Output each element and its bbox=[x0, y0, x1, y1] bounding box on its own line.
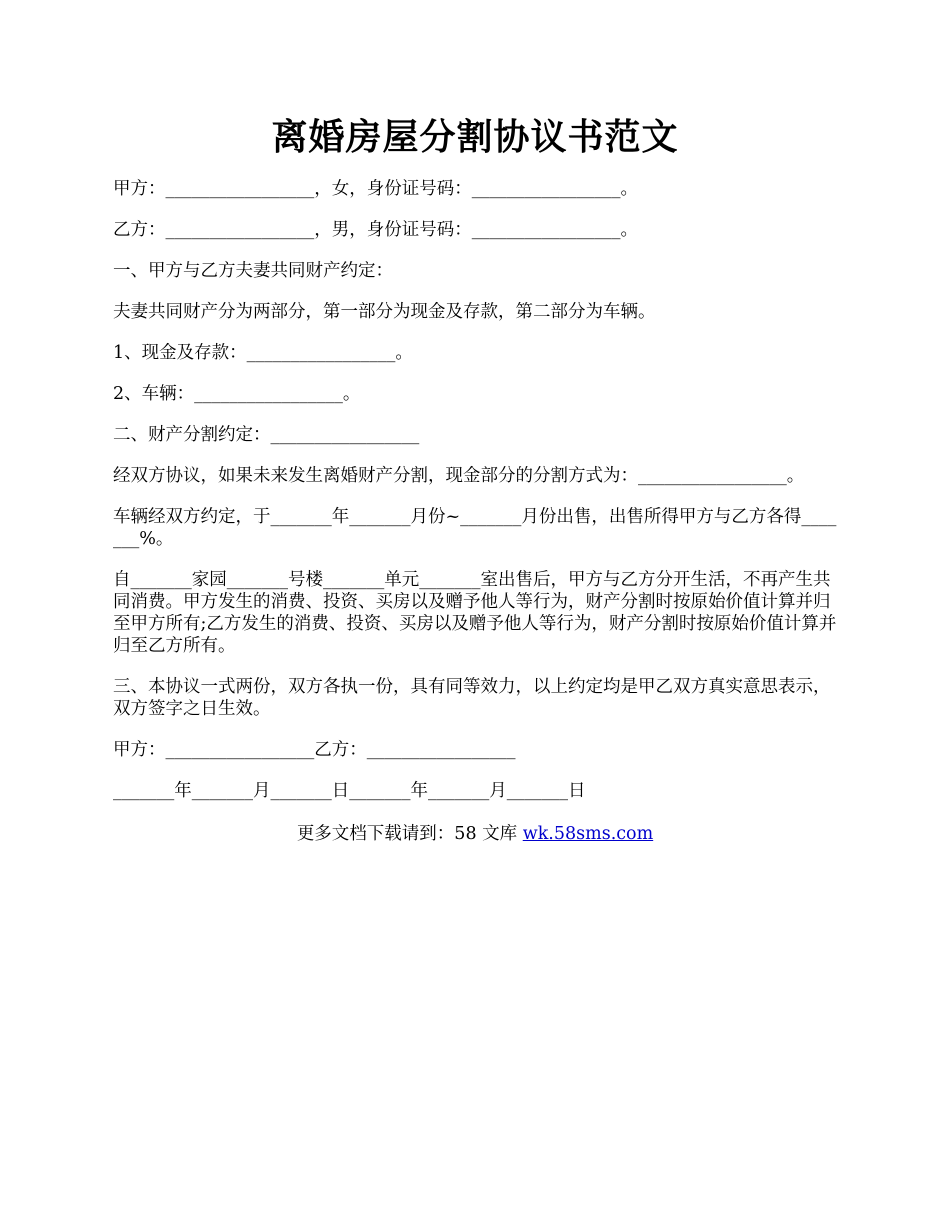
section-two-heading: 二、财产分割约定：_________________ bbox=[113, 425, 420, 445]
party-b-line: 乙方：_________________，男，身份证号码：_________________。 bbox=[113, 220, 638, 240]
footer-text: 更多文档下载请到：58 文库 bbox=[296, 824, 523, 844]
section-three-paragraph: 三、本协议一式两份，双方各执一份，具有同等效力，以上约定均是甲乙双方真实意思表示，双方签字之日生效。 bbox=[113, 677, 831, 719]
cash-division-paragraph: 经双方协议，如果未来发生离婚财产分割，现金部分的分割方式为：_________________。 bbox=[113, 466, 805, 486]
document-title: 离婚房屋分割协议书范文 bbox=[271, 116, 679, 158]
footer-link[interactable]: wk.58sms.com bbox=[522, 824, 654, 844]
section-one-heading: 一、甲方与乙方夫妻共同财产约定： bbox=[113, 261, 393, 281]
vehicle-sale-paragraph: 车辆经双方约定，于_______年_______月份~_______月份出售，出售所得甲方与乙方各得_______%。 bbox=[113, 507, 837, 549]
vehicle-line: 2、车辆：_________________。 bbox=[113, 384, 361, 404]
document-body bbox=[113, 178, 840, 821]
date-line: _______年_______月_______日_______年_______月_______日 bbox=[113, 781, 586, 801]
property-description: 夫妻共同财产分为两部分，第一部分为现金及存款，第二部分为车辆。 bbox=[113, 302, 656, 322]
footer bbox=[0, 822, 950, 846]
house-sale-paragraph: 自_______家园_______号楼_______单元_______室出售后，甲方与乙方分开生活，不再产生共同消费。甲方发生的消费、投资、买房以及赠予他人等行为，财产分割时按原始价值计算并归至甲方所有;乙方发生的消费、投资、买房以及赠予他人等行为，财产分割时按原始价值计算并归至乙方所有。 bbox=[113, 570, 837, 656]
party-a-line: 甲方：_________________，女，身份证号码：_________________。 bbox=[113, 179, 638, 199]
signature-line: 甲方：_________________乙方：_________________ bbox=[113, 740, 516, 760]
cash-deposits-line: 1、现金及存款：_________________。 bbox=[113, 343, 413, 363]
